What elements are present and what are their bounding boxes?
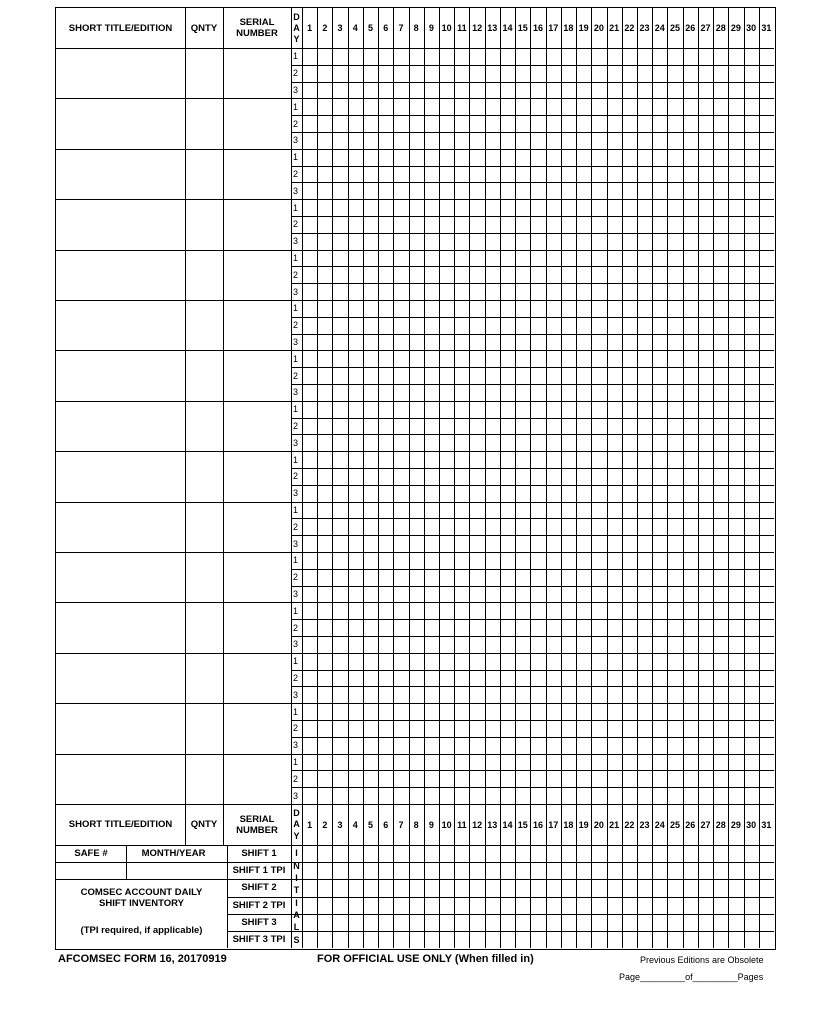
bottom-day-11-header: 11	[457, 819, 467, 830]
bottom-day-7-header: 7	[398, 819, 404, 830]
shift-6-label: SHIFT 3 TPI	[232, 933, 286, 945]
day-column-line	[454, 8, 455, 948]
short-title-cell[interactable]	[56, 48, 185, 98]
day-column-line	[378, 8, 379, 948]
short-title-cell[interactable]	[56, 350, 185, 400]
sub-row-number: 3	[293, 84, 299, 95]
day-10-header: 10	[441, 23, 452, 33]
qnty-cell[interactable]	[185, 451, 223, 501]
group-divider	[56, 401, 774, 402]
initials-letter: A	[293, 910, 300, 921]
sub-row-number: 1	[293, 454, 299, 465]
sub-row-number: 1	[293, 252, 299, 263]
group-divider	[56, 451, 774, 452]
fouo-notice: FOR OFFICIAL USE ONLY (When filled in)	[317, 953, 534, 965]
sub-row-number: 2	[293, 68, 299, 79]
shift-1-label: SHIFT 1	[241, 848, 277, 860]
day-column-line	[393, 8, 394, 948]
serial-column-line	[223, 8, 224, 845]
day-column-line	[332, 8, 333, 948]
bottom-day-2-header: 2	[322, 819, 328, 830]
day-column-line	[728, 8, 729, 948]
bottom-day-14-header: 14	[502, 819, 513, 830]
day-3-header: 3	[337, 23, 343, 33]
shift-3-label: SHIFT 2	[241, 882, 277, 894]
sub-row-number: 2	[293, 168, 299, 179]
short-title-cell[interactable]	[56, 552, 185, 602]
sub-row-number: 3	[293, 588, 299, 599]
day-column-line	[667, 8, 668, 948]
sub-row-number: 2	[293, 723, 299, 734]
day-column-line	[500, 8, 501, 948]
bottom-short-title-header: SHORT TITLE/EDITION	[68, 819, 173, 830]
safe-number-label: SAFE #	[74, 848, 108, 860]
bottom-day-29-header: 29	[730, 819, 741, 830]
short-title-cell[interactable]	[56, 199, 185, 249]
bottom-day-19-header: 19	[578, 819, 589, 830]
group-divider	[56, 98, 774, 99]
day-20-header: 20	[593, 23, 604, 33]
day-26-header: 26	[685, 23, 696, 33]
day-letter: D	[293, 11, 300, 22]
day-column-line	[439, 8, 440, 948]
shift-5-label: SHIFT 3	[241, 916, 277, 928]
group-divider	[56, 653, 774, 654]
initials-letter: L	[293, 922, 300, 933]
bottom-day-26-header: 26	[685, 819, 696, 830]
bottom-day-15-header: 15	[517, 819, 528, 830]
sub-row-number: 1	[293, 202, 299, 213]
day-9-header: 9	[428, 23, 434, 33]
day-letter: Y	[293, 34, 300, 45]
serial-number-cell[interactable]	[223, 552, 291, 602]
day-14-header: 14	[502, 23, 513, 33]
day-letter: A	[293, 22, 300, 33]
serial-number-cell[interactable]	[223, 451, 291, 501]
qnty-column-line	[185, 8, 186, 845]
qnty-cell[interactable]	[185, 149, 223, 199]
grid-start-line	[302, 8, 303, 948]
short-title-cell[interactable]	[56, 754, 185, 804]
serial-number-cell[interactable]	[223, 98, 291, 148]
header-divider	[56, 48, 774, 49]
group-divider	[56, 602, 774, 603]
sub-row-number: 2	[293, 269, 299, 280]
sub-row-number: 3	[293, 135, 299, 146]
sub-row-number: 3	[293, 185, 299, 196]
bottom-day-24-header: 24	[654, 819, 665, 830]
sub-row-number: 2	[293, 118, 299, 129]
sub-row-number: 1	[293, 303, 299, 314]
qnty-cell[interactable]	[185, 98, 223, 148]
short-title-cell[interactable]	[56, 451, 185, 501]
qnty-cell[interactable]	[185, 250, 223, 300]
day-column-line	[652, 8, 653, 948]
day-column-line	[469, 8, 470, 948]
day-column-line	[291, 8, 292, 948]
page-number-blank[interactable]: _________	[640, 972, 686, 982]
shift-2-label: SHIFT 1 TPI	[232, 865, 286, 877]
bottom-day-31-header: 31	[761, 819, 772, 830]
day-28-header: 28	[715, 23, 726, 33]
bottom-line	[56, 879, 227, 880]
bottom-serial-number-header: SERIAL NUMBER	[236, 813, 278, 836]
serial-number-cell[interactable]	[223, 350, 291, 400]
bottom-day-4-header: 4	[352, 819, 358, 830]
initials-letter: I	[295, 872, 298, 883]
bottom-day-letter: D	[293, 807, 300, 818]
qnty-header: QNTY	[190, 22, 218, 34]
day-8-header: 8	[413, 23, 419, 33]
sub-row-number: 3	[293, 336, 299, 347]
serial-number-cell[interactable]	[223, 502, 291, 552]
bottom-day-25-header: 25	[670, 819, 681, 830]
sub-row-number: 1	[293, 706, 299, 717]
bottom-qnty-header: QNTY	[190, 819, 218, 830]
day-column-line	[546, 8, 547, 948]
short-title-header: SHORT TITLE/EDITION	[68, 22, 173, 34]
day-27-header: 27	[700, 23, 711, 33]
bottom-day-28-header: 28	[715, 819, 726, 830]
short-title-cell[interactable]	[56, 300, 185, 350]
day-column-line	[622, 8, 623, 948]
day-16-header: 16	[532, 23, 543, 33]
bottom-day-6-header: 6	[383, 819, 389, 830]
day-12-header: 12	[472, 23, 483, 33]
bottom-day-13-header: 13	[487, 819, 498, 830]
short-title-cell[interactable]	[56, 602, 185, 652]
day-25-header: 25	[670, 23, 681, 33]
bottom-line	[56, 862, 227, 863]
shift-4-label: SHIFT 2 TPI	[232, 899, 286, 911]
sub-row-number: 2	[293, 320, 299, 331]
page-count	[619, 972, 763, 982]
sub-row-number: 2	[293, 219, 299, 230]
bottom-day-27-header: 27	[700, 819, 711, 830]
safe-month-divider	[126, 845, 127, 879]
day-24-header: 24	[654, 23, 665, 33]
sub-row-number: 3	[293, 387, 299, 398]
day-column-line	[698, 8, 699, 948]
day-29-header: 29	[730, 23, 741, 33]
day-column-line	[485, 8, 486, 948]
sub-row-number: 3	[293, 488, 299, 499]
serial-number-cell[interactable]	[223, 300, 291, 350]
sub-row-number: 1	[293, 51, 299, 62]
day-22-header: 22	[624, 23, 635, 33]
short-title-cell[interactable]	[56, 653, 185, 703]
bottom-day-30-header: 30	[746, 819, 757, 830]
safe-number-field[interactable]	[56, 862, 126, 879]
day-column-line	[713, 8, 714, 948]
sub-row-number: 1	[293, 504, 299, 515]
sub-row-number: 1	[293, 756, 299, 767]
day-13-header: 13	[487, 23, 498, 33]
serial-number-cell[interactable]	[223, 653, 291, 703]
group-divider	[56, 502, 774, 503]
sub-row-number: 1	[293, 353, 299, 364]
bottom-day-3-header: 3	[337, 819, 343, 830]
qnty-cell[interactable]	[185, 300, 223, 350]
month-year-label: MONTH/YEAR	[141, 848, 206, 860]
form-id: AFCOMSEC FORM 16, 20170919	[58, 953, 227, 965]
sub-row-number: 3	[293, 790, 299, 801]
day-18-header: 18	[563, 23, 574, 33]
initials-letter: I	[295, 897, 298, 908]
day-4-header: 4	[352, 23, 358, 33]
serial-number-cell[interactable]	[223, 401, 291, 451]
day-column-line	[637, 8, 638, 948]
sub-row-number: 1	[293, 555, 299, 566]
sub-row-number: 2	[293, 420, 299, 431]
sub-row-number: 3	[293, 740, 299, 751]
obsolete-notice: Previous Editions are Obsolete	[640, 955, 764, 965]
sub-row-number: 1	[293, 605, 299, 616]
qnty-cell[interactable]	[185, 653, 223, 703]
qnty-cell[interactable]	[185, 48, 223, 98]
sub-row-number: 2	[293, 572, 299, 583]
group-divider	[56, 552, 774, 553]
short-title-cell[interactable]	[56, 703, 185, 753]
day-7-header: 7	[398, 23, 404, 33]
bottom-day-letter: Y	[293, 831, 300, 842]
serial-number-cell[interactable]	[223, 602, 291, 652]
day-23-header: 23	[639, 23, 650, 33]
sub-row-number: 2	[293, 622, 299, 633]
inventory-form	[55, 7, 776, 950]
day-column-line	[561, 8, 562, 948]
bottom-day-23-header: 23	[639, 819, 650, 830]
sub-row-number: 3	[293, 538, 299, 549]
short-title-cell[interactable]	[56, 250, 185, 300]
shift-column-line	[227, 845, 228, 948]
day-5-header: 5	[367, 23, 373, 33]
day-column-line	[576, 8, 577, 948]
sub-row-number: 1	[293, 656, 299, 667]
qnty-cell[interactable]	[185, 552, 223, 602]
bottom-day-5-header: 5	[367, 819, 373, 830]
bottom-day-18-header: 18	[563, 819, 574, 830]
day-column-line	[530, 8, 531, 948]
bottom-day-8-header: 8	[413, 819, 419, 830]
day-column-line	[591, 8, 592, 948]
bottom-day-1-header: 1	[307, 819, 313, 830]
short-title-cell[interactable]	[56, 98, 185, 148]
sub-row-number: 2	[293, 370, 299, 381]
day-11-header: 11	[457, 23, 467, 33]
bottom-day-21-header: 21	[609, 819, 620, 830]
serial-number-cell[interactable]	[223, 199, 291, 249]
qnty-cell[interactable]	[185, 703, 223, 753]
initials-letter: N	[293, 860, 300, 871]
of-label: of	[685, 972, 693, 982]
day-15-header: 15	[517, 23, 528, 33]
account-title: COMSEC ACCOUNT DAILY SHIFT INVENTORY	[80, 887, 203, 910]
page-label: Page	[619, 972, 641, 982]
day-21-header: 21	[609, 23, 620, 33]
day-column-line	[515, 8, 516, 948]
day-column-line	[424, 8, 425, 948]
initials-letter: S	[293, 934, 300, 945]
day-column-line	[409, 8, 410, 948]
bottom-day-22-header: 22	[624, 819, 635, 830]
serial-number-cell[interactable]	[223, 149, 291, 199]
qnty-cell[interactable]	[185, 401, 223, 451]
day-column-line	[363, 8, 364, 948]
bottom-day-9-header: 9	[428, 819, 434, 830]
bottom-day-12-header: 12	[472, 819, 483, 830]
bottom-day-16-header: 16	[532, 819, 543, 830]
qnty-cell[interactable]	[185, 602, 223, 652]
sub-row-number: 3	[293, 437, 299, 448]
group-divider	[56, 300, 774, 301]
sub-row-number: 3	[293, 236, 299, 247]
day-column-line	[759, 8, 760, 948]
header-divider	[56, 804, 774, 805]
bottom-day-10-header: 10	[441, 819, 452, 830]
sub-row-number: 2	[293, 773, 299, 784]
day-column-line	[317, 8, 318, 948]
tpi-note: (TPI required, if applicable)	[80, 925, 203, 937]
sub-row-number: 1	[293, 152, 299, 163]
bottom-day-letter: A	[293, 819, 300, 830]
sub-row-number: 3	[293, 639, 299, 650]
group-divider	[56, 350, 774, 351]
qnty-cell[interactable]	[185, 199, 223, 249]
day-2-header: 2	[322, 23, 328, 33]
initials-letter: I	[295, 848, 298, 859]
serial-number-header: SERIAL NUMBER	[236, 17, 278, 39]
serial-number-cell[interactable]	[223, 754, 291, 804]
bottom-day-17-header: 17	[548, 819, 559, 830]
short-title-cell[interactable]	[56, 502, 185, 552]
sub-row-number: 1	[293, 404, 299, 415]
day-19-header: 19	[578, 23, 589, 33]
pages-label: Pages	[737, 972, 764, 982]
short-title-cell[interactable]	[56, 149, 185, 199]
qnty-cell[interactable]	[185, 350, 223, 400]
day-column-line	[607, 8, 608, 948]
day-17-header: 17	[548, 23, 559, 33]
total-pages-blank[interactable]: _________	[692, 972, 738, 982]
group-divider	[56, 250, 774, 251]
group-divider	[56, 754, 774, 755]
group-divider	[56, 199, 774, 200]
qnty-cell[interactable]	[185, 754, 223, 804]
group-divider	[56, 703, 774, 704]
sub-row-number: 3	[293, 689, 299, 700]
group-divider	[56, 149, 774, 150]
sub-row-number: 2	[293, 471, 299, 482]
day-column-line	[348, 8, 349, 948]
bottom-day-20-header: 20	[593, 819, 604, 830]
short-title-cell[interactable]	[56, 401, 185, 451]
serial-number-cell[interactable]	[223, 250, 291, 300]
qnty-cell[interactable]	[185, 502, 223, 552]
day-column-line	[683, 8, 684, 948]
day-6-header: 6	[383, 23, 389, 33]
sub-row-number: 1	[293, 101, 299, 112]
sub-row-number: 2	[293, 672, 299, 683]
serial-number-cell[interactable]	[223, 703, 291, 753]
sub-row-number: 2	[293, 521, 299, 532]
day-30-header: 30	[746, 23, 757, 33]
sub-row-number: 3	[293, 286, 299, 297]
day-column-line	[744, 8, 745, 948]
month-year-field[interactable]	[126, 862, 227, 879]
serial-number-cell[interactable]	[223, 48, 291, 98]
day-1-header: 1	[307, 23, 313, 33]
initials-letter: T	[293, 885, 300, 896]
day-31-header: 31	[761, 23, 772, 33]
